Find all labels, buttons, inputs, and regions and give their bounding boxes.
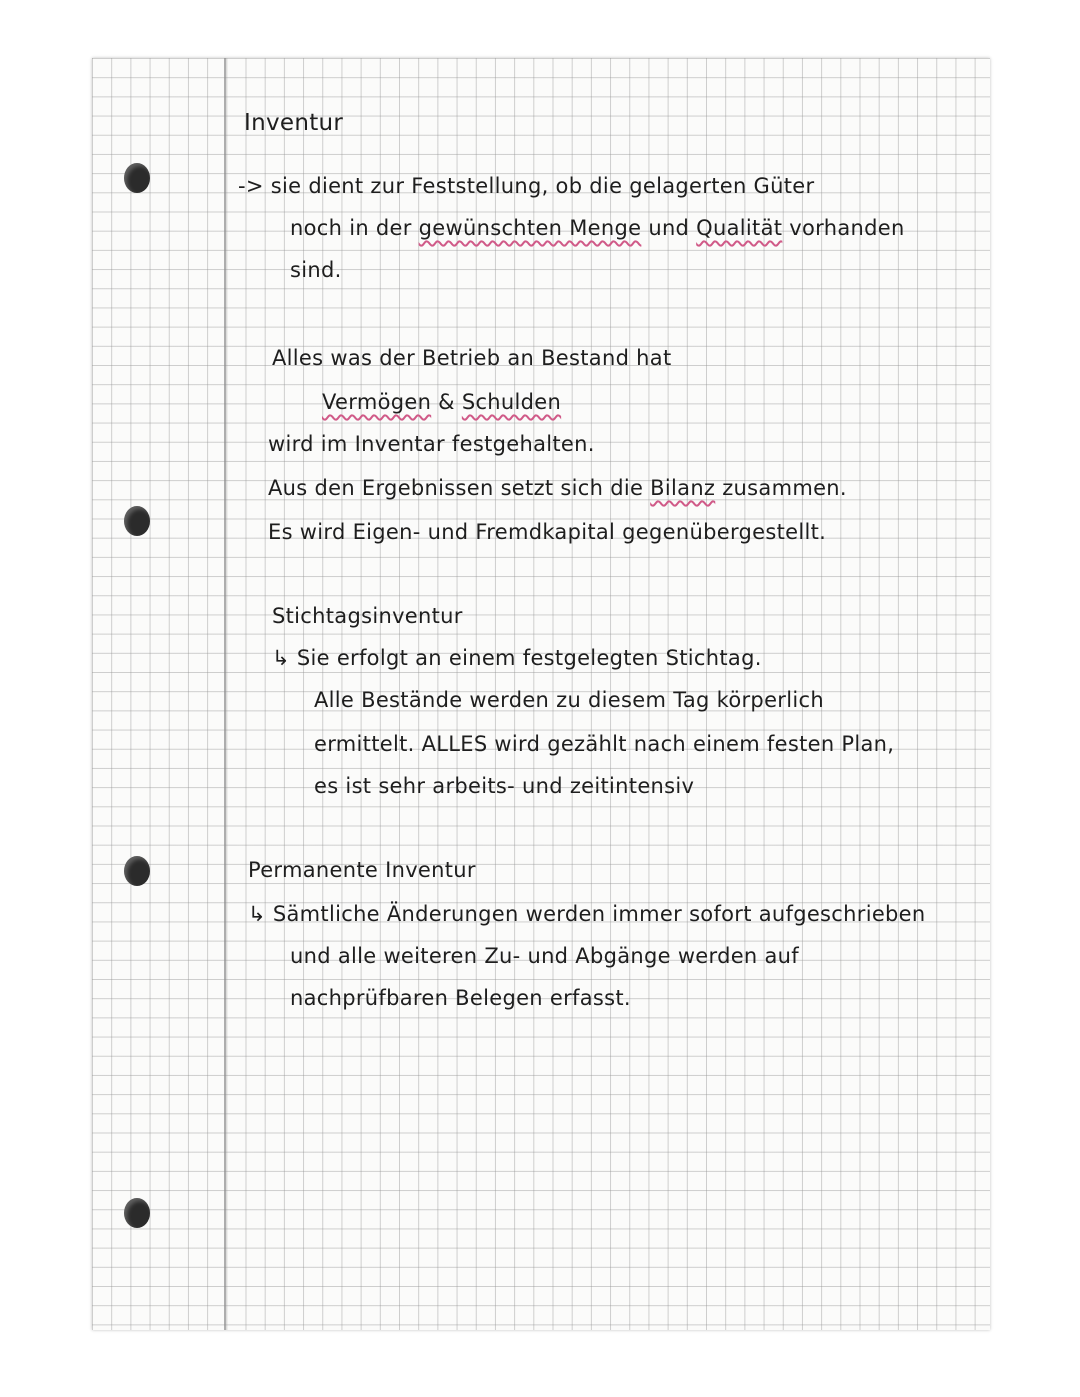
highlight-schulden: Schulden bbox=[461, 390, 562, 414]
bestand-line-4 bbox=[268, 476, 847, 500]
punch-hole bbox=[124, 856, 150, 886]
intro-line-3: sind. bbox=[290, 258, 342, 282]
bestand-line-5: Es wird Eigen- und Fremdkapital gegenübergestellt. bbox=[268, 520, 827, 544]
punch-hole bbox=[124, 1198, 150, 1228]
margin-line bbox=[224, 58, 226, 1330]
permanent-line-1: ↳ Sämtliche Änderungen werden immer sofort aufgeschrieben bbox=[248, 902, 926, 926]
intro-text: und bbox=[641, 216, 697, 240]
stichtag-heading: Stichtagsinventur bbox=[272, 604, 463, 628]
permanent-line-2: und alle weiteren Zu- und Abgänge werden auf bbox=[290, 944, 799, 968]
bestand-line-1: Alles was der Betrieb an Bestand hat bbox=[272, 346, 672, 370]
intro-line-1: -> sie dient zur Feststellung, ob die gelagerten Güter bbox=[238, 174, 815, 198]
stichtag-line-4: es ist sehr arbeits- und zeitintensiv bbox=[314, 774, 695, 798]
stichtag-line-3: ermittelt. ALLES wird gezählt nach einem festen Plan, bbox=[314, 732, 895, 756]
stichtag-line-2: Alle Bestände werden zu diesem Tag körperlich bbox=[314, 688, 824, 712]
highlight-menge: gewünschten Menge bbox=[418, 216, 642, 240]
bestand-line-3: wird im Inventar festgehalten. bbox=[268, 432, 595, 456]
highlight-vermoegen: Vermögen bbox=[322, 390, 432, 414]
bestand-line-2 bbox=[322, 390, 561, 414]
stichtag-line-1: ↳ Sie erfolgt an einem festgelegten Stichtag. bbox=[272, 646, 762, 670]
punch-hole bbox=[124, 506, 150, 536]
intro-text: noch in der bbox=[290, 216, 419, 240]
page-title: Inventur bbox=[244, 110, 344, 136]
intro-line-2 bbox=[290, 216, 905, 240]
intro-text: vorhanden bbox=[782, 216, 905, 240]
permanent-line-3: nachprüfbaren Belegen erfasst. bbox=[290, 986, 631, 1010]
highlight-qualitaet: Qualität bbox=[696, 216, 783, 240]
ampersand: & bbox=[431, 390, 462, 414]
notebook-page bbox=[92, 58, 990, 1330]
permanent-heading: Permanente Inventur bbox=[248, 858, 476, 882]
bestand-text: Aus den Ergebnissen setzt sich die bbox=[268, 476, 651, 500]
highlight-bilanz: Bilanz bbox=[650, 476, 716, 500]
bestand-text: zusammen. bbox=[715, 476, 847, 500]
punch-hole bbox=[124, 163, 150, 193]
